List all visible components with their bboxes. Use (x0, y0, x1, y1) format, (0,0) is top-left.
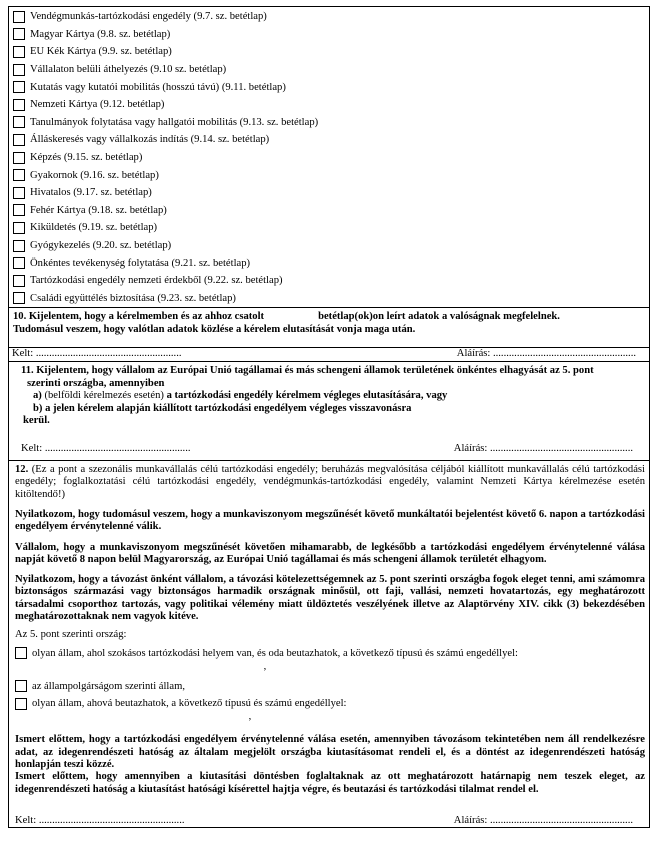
permit-option[interactable] (9, 131, 649, 149)
sec11-a-prefix: a) (33, 390, 42, 402)
permit-option-checkbox[interactable] (13, 222, 25, 234)
permit-option[interactable] (9, 61, 649, 79)
country-option-citizenship-checkbox[interactable] (15, 680, 27, 692)
sec12-p2: Vállalom, hogy a munkaviszonyom megszűnését követően mihamarabb, de legkésőbb a tartózkodási engedélyem érvénytelenné válása napját követő 8 napon belül Magyarország, az Európai Unió tagállamai és más schengeni államok területét elhagyom. (15, 541, 645, 565)
permit-option-label: Magyar Kártya (9.8. sz. betétlap) (30, 28, 171, 40)
permit-option-label: Hivatalos (9.17. sz. betétlap) (30, 187, 152, 199)
permit-option[interactable] (9, 272, 649, 290)
sec12-country-label: Az 5. pont szerinti ország: (15, 629, 127, 641)
permit-option-label: Kutatás vagy kutatói mobilitás (hosszú távú) (9.11. betétlap) (30, 81, 286, 93)
country-option-residence-label: olyan állam, ahol szokásos tartózkodási helyem van, és oda beutazhatok, a következő típusú és számú engedéllyel: (32, 647, 518, 659)
sec11-signature-field[interactable]: Aláírás: ...................................................... (453, 443, 633, 455)
permit-option-checkbox[interactable] (13, 152, 25, 164)
permit-option-label: Kiküldetés (9.19. sz. betétlap) (30, 222, 158, 234)
permit-option-label: Vállalaton belüli áthelyezés (9.10 sz. betétlap) (30, 64, 227, 76)
sec12-number: 12. (15, 464, 29, 476)
sec11-a-bold: a tartózkodási engedély kérelmem végleges elutasítására, vagy (166, 390, 448, 402)
sec10-date-field[interactable]: Kelt: ....................................................... (12, 348, 182, 360)
comma-2: , (248, 711, 252, 723)
sec12-p4: Ismert előttem, hogy a tartózkodási engedélyem érvénytelenné válása esetén, amennyiben távozásom tekintetében nem áll rendelkezésre adat, az idegenrendészeti hatóság az általam megjelölt országba kiutasításomat rendeli el, és a döntést az idegenrendészeti hatóság honlapján teszi közzé. (15, 734, 645, 771)
permit-option-label: Tanulmányok folytatása vagy hallgatói mobilitás (9.13. sz. betétlap) (30, 116, 319, 128)
permit-option-label: Nemzeti Kártya (9.12. betétlap) (30, 99, 165, 111)
permit-type-list (8, 6, 650, 308)
sec10-line2: Tudomásul veszem, hogy valótlan adatok közlése a kérelem elutasítását vonja maga után. (13, 323, 416, 335)
permit-option[interactable] (9, 26, 649, 44)
section-11 (8, 362, 650, 461)
permit-option-label: Családi együttélés biztosítása (9.23. sz. betétlap) (30, 292, 236, 304)
permit-option[interactable] (9, 96, 649, 114)
permit-option-label: Gyógykezelés (9.20. sz. betétlap) (30, 240, 172, 252)
country-option-entry-label: olyan állam, ahová beutazhatok, a következő típusú és számú engedéllyel: (32, 698, 347, 710)
permit-option-checkbox[interactable] (13, 240, 25, 252)
permit-option-label: Önkéntes tevékenység folytatása (9.21. sz. betétlap) (30, 257, 251, 269)
sec12-p5: Ismert előttem, hogy amennyiben a kiutasítási döntésben foglaltaknak az ott meghatározott határnapig nem teszek eleget, az idegenrendészeti hatóság a kiutasítást hatósági kísérettel hajtja végre, és beutazási és tartózkodási tilalmat rendel el. (15, 771, 645, 795)
permit-option-checkbox[interactable] (13, 257, 25, 269)
permit-option-checkbox[interactable] (13, 116, 25, 128)
permit-option[interactable] (9, 290, 649, 308)
sec10-signature-row (8, 348, 650, 362)
comma-1: , (263, 661, 267, 673)
permit-option-label: EU Kék Kártya (9.9. sz. betétlap) (30, 46, 172, 58)
permit-option[interactable] (9, 8, 649, 26)
permit-option-checkbox[interactable] (13, 292, 25, 304)
permit-option[interactable] (9, 237, 649, 255)
sec12-p3: Nyilatkozom, hogy a távozást önként vállalom, a távozási kötelezettségemnek az 5. pont szerinti országba fogok eleget tenni, ami számomra biztonságos származási vagy biztonságos harmadik országnak minősül, ott faji, vallási, nemzeti hovatartozás, egy meghatározott társadalmi csoporthoz tartozás, vagy politikai vélemény miatt üldöztetés veszélyének illetve az Alaptörvény XIV. cikk (3) bekezdésében meghatározottaknak nem vagyok kitéve. (15, 574, 645, 623)
sec11-b-line: b) a jelen kérelem alapján kiállított tartózkodási engedélyem végleges visszavonásra (33, 402, 412, 414)
country-option-citizenship-label: az állampolgárságom szerinti állam, (32, 680, 185, 692)
permit-option-label: Tartózkodási engedély nemzeti érdekből (9.22. sz. betétlap) (30, 275, 283, 287)
permit-option-checkbox[interactable] (13, 99, 25, 111)
permit-option-checkbox[interactable] (13, 275, 25, 287)
sec12-date-field[interactable]: Kelt: ....................................................... (15, 815, 185, 827)
section-12 (8, 461, 650, 828)
permit-option-checkbox[interactable] (13, 134, 25, 146)
sec10-line1a: 10. Kijelentem, hogy a kérelmemben és az ahhoz csatolt (13, 311, 265, 323)
permit-option[interactable] (9, 43, 649, 61)
sec11-a-normal: (belföldi kérelmezés esetén) (44, 390, 164, 402)
permit-option-checkbox[interactable] (13, 64, 25, 76)
permit-option[interactable] (9, 78, 649, 96)
permit-option[interactable] (9, 219, 649, 237)
permit-option[interactable] (9, 254, 649, 272)
sec12-p1: Nyilatkozom, hogy tudomásul veszem, hogy a munkaviszonyom megszűnését követő munkáltatói bejelentést követő 6. napon a tartózkodási engedélyem érvénytelenné válik. (15, 508, 645, 533)
permit-option[interactable] (9, 202, 649, 220)
sec12-signature-field[interactable]: Aláírás: ...................................................... (453, 815, 633, 827)
country-option-residence-checkbox[interactable] (15, 647, 27, 659)
permit-option-checkbox[interactable] (13, 187, 25, 199)
permit-option-checkbox[interactable] (13, 28, 25, 40)
form-page (8, 6, 650, 828)
permit-option-checkbox[interactable] (13, 11, 25, 23)
permit-option-label: Vendégmunkás-tartózkodási engedély (9.7. sz. betétlap) (30, 11, 267, 23)
permit-option[interactable] (9, 166, 649, 184)
permit-option[interactable] (9, 184, 649, 202)
permit-option-checkbox[interactable] (13, 46, 25, 58)
section-10 (8, 308, 650, 348)
permit-option[interactable] (9, 114, 649, 132)
sec10-line1b: betétlap(ok)on leírt adatok a valóságnak megfelelnek. (318, 311, 560, 323)
permit-option-label: Képzés (9.15. sz. betétlap) (30, 152, 143, 164)
permit-option-label: Álláskeresés vagy vállalkozás indítás (9.14. sz. betétlap) (30, 134, 270, 146)
permit-option-checkbox[interactable] (13, 204, 25, 216)
permit-option[interactable] (9, 149, 649, 167)
permit-option-checkbox[interactable] (13, 81, 25, 93)
country-option-entry-checkbox[interactable] (15, 698, 27, 710)
sec10-signature-field[interactable]: Aláírás: ...................................................... (456, 348, 636, 360)
sec11-date-field[interactable]: Kelt: ....................................................... (21, 443, 191, 455)
permit-option-label: Fehér Kártya (9.18. sz. betétlap) (30, 204, 167, 216)
sec12-intro: (Ez a pont a szezonális munkavállalás célú tartózkodási engedély; beruházás megvalósítása céljából kiállított munkavállalás célú tartózkodási engedély; foglalkoztatási célú tartózkodási engedély, vendégmunkás-tartózkodási engedély, valamint Nemzeti Kártya kérelmezése esetén kitöltendő!) (15, 464, 645, 500)
permit-option-checkbox[interactable] (13, 169, 25, 181)
permit-option-label: Gyakornok (9.16. sz. betétlap) (30, 169, 159, 181)
sec11-line2: szerinti országba, amennyiben (27, 377, 165, 389)
sec11-b-line2: kerül. (23, 415, 50, 427)
sec11-line1: 11. Kijelentem, hogy vállalom az Európai Unió tagállamai és más schengeni államok területének önkéntes elhagyását az 5. pont (21, 365, 594, 377)
